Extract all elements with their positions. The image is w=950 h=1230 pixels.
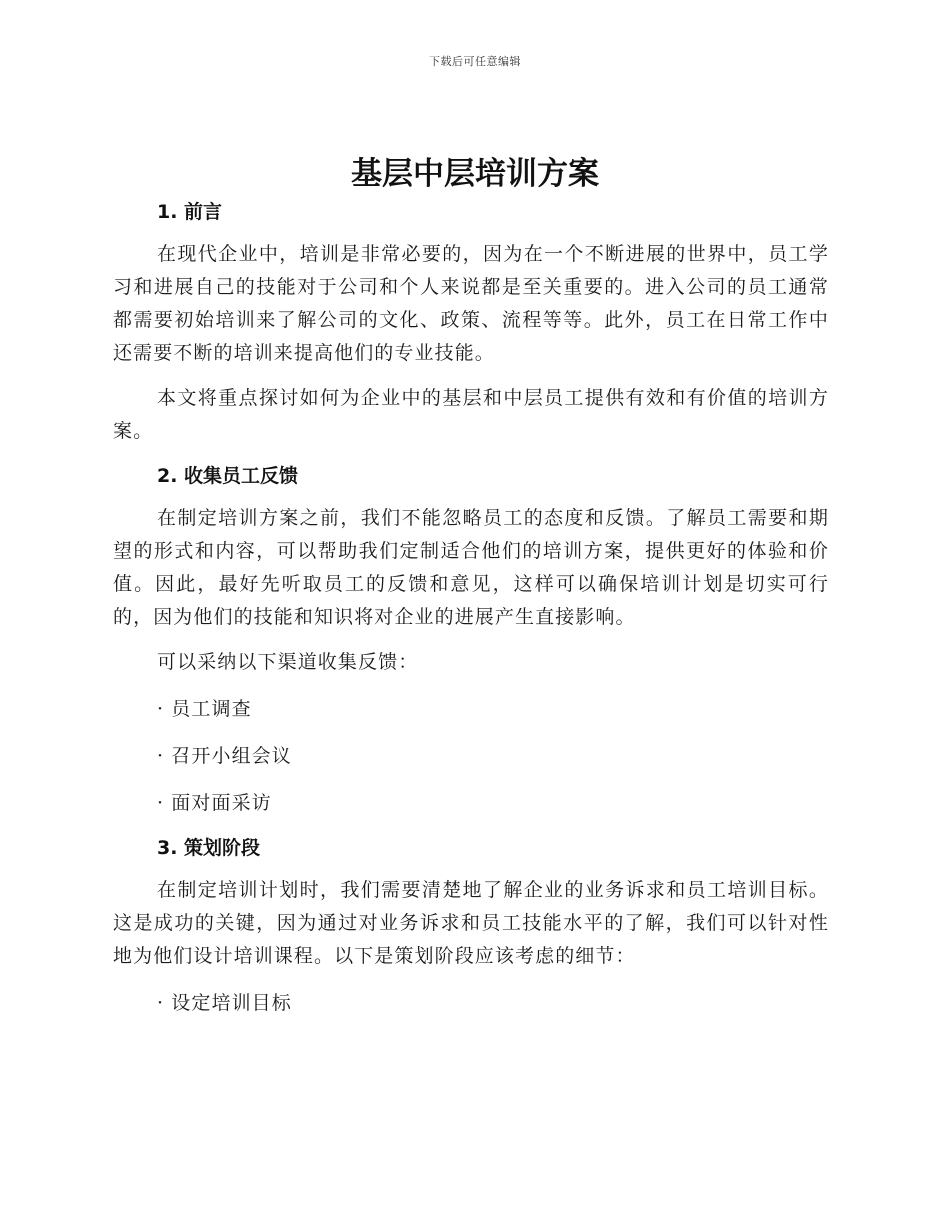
header-note: 下载后可任意编辑 — [429, 55, 521, 68]
list-item: · 面对面采访 — [157, 792, 272, 814]
paragraph: 在制定培训方案之前，我们不能忽略员工的态度和反馈。了解员工需要和期望的形式和内容，可以帮助我们定制适合他们的培训方案，提供更好的体验和价值。因此，最好先听取员工的反馈和意见，这样可以确保培训计划是切实可行的，因为他们的技能和知识将对企业的进展产生直接影响。 — [113, 507, 829, 628]
section-heading-feedback: 2. 收集员工反馈 — [157, 465, 299, 487]
paragraph: 在制定培训计划时，我们需要清楚地了解企业的业务诉求和员工培训目标。这是成功的关键，因为通过对业务诉求和员工技能水平的了解，我们可以针对性地为他们设计培训课程。以下是策划阶段应该考虑的细节： — [113, 879, 829, 967]
paragraph: 本文将重点探讨如何为企业中的基层和中层员工提供有效和有价值的培训方案。 — [113, 387, 829, 442]
section-heading-intro: 1. 前言 — [157, 201, 223, 223]
paragraph: 可以采纳以下渠道收集反馈： — [157, 651, 419, 673]
document-body — [113, 196, 829, 1020]
section-heading-planning: 3. 策划阶段 — [157, 837, 261, 859]
list-item: · 设定培训目标 — [157, 992, 292, 1014]
list-item: · 员工调查 — [157, 698, 252, 720]
document-title: 基层中层培训方案 — [351, 156, 599, 192]
paragraph: 在现代企业中，培训是非常必要的，因为在一个不断进展的世界中，员工学习和进展自己的技能对于公司和个人来说都是至关重要的。进入公司的员工通常都需要初始培训来了解公司的文化、政策、流程等等。此外，员工在日常工作中还需要不断的培训来提高他们的专业技能。 — [113, 243, 829, 364]
list-item: · 召开小组会议 — [157, 745, 292, 767]
